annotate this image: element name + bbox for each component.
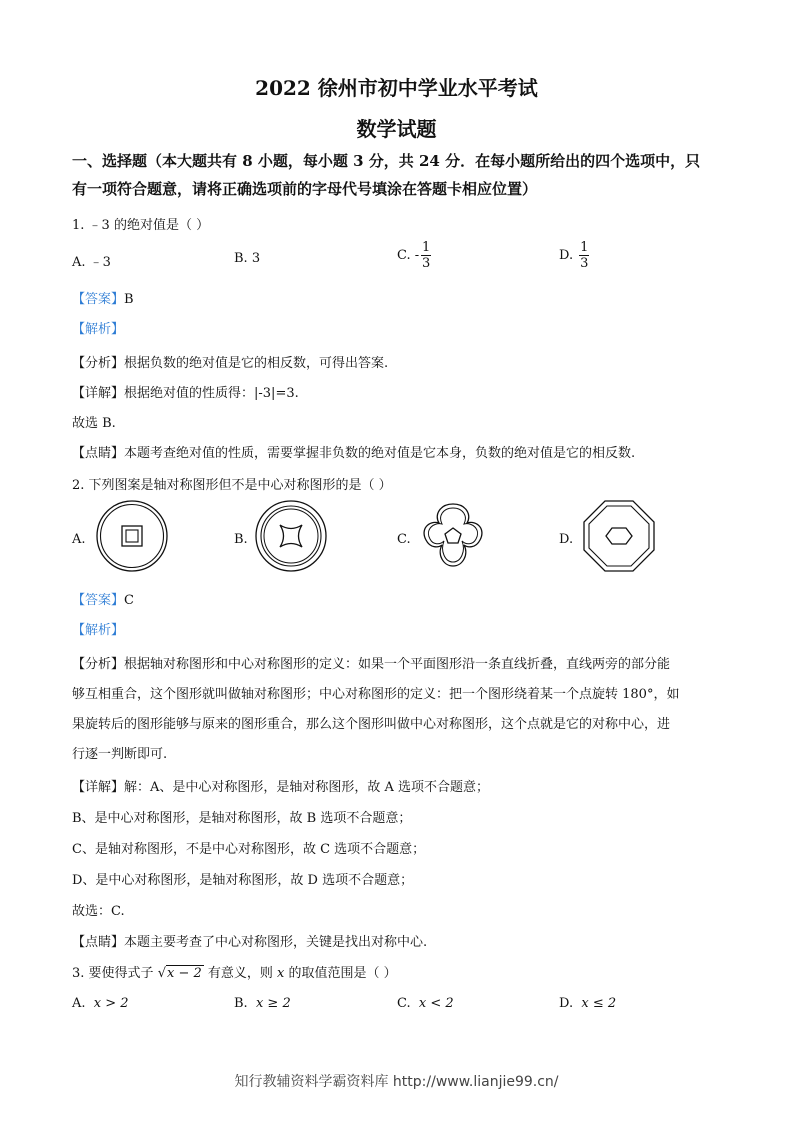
answer-tag: 【答案】 (72, 292, 125, 307)
section-heading-line1: 一、选择题（本大题共有 8 小题，每小题 3 分，共 24 分．在每小题所给出的四个选项中，只 (72, 152, 701, 170)
xiangjie-tag: 【详解】 (72, 386, 125, 401)
fraction-denominator: 3 (580, 256, 589, 271)
q1-option-a: A. ﹣3 (72, 255, 111, 270)
q3-stem-mid: 有意义，则 (207, 966, 273, 981)
q2-dianjing (72, 931, 427, 950)
q3-stem (72, 962, 397, 981)
sqrt-radicand: x − 2 (166, 966, 202, 981)
sqrt-expression: √x − 2 (157, 966, 202, 981)
xiangjie-text: 解：A、是中心对称图形，是轴对称图形，故 A 选项不合题意； (124, 780, 490, 795)
answer-tag: 【答案】 (72, 593, 125, 608)
q2-label-c: C. (397, 532, 411, 547)
q3-option-c (397, 996, 454, 1011)
q1-option-d-prefix: D. (559, 248, 574, 263)
q1-dianjing (72, 442, 635, 461)
dianjing-tag: 【点睛】 (72, 935, 125, 950)
option-expression: x ≤ 2 (581, 996, 617, 1011)
q3-stem-pre: 3. 要使得式子 (72, 966, 154, 981)
dianjing-text: 本题考查绝对值的性质，需要掌握非负数的绝对值是它本身，负数的绝对值是它的相反数. (124, 446, 636, 461)
q1-option-c-prefix: C. - (397, 248, 420, 263)
q1-conclusion: 故选 B. (72, 416, 116, 431)
q1-fenxi (72, 352, 388, 371)
q3-stem-post: 的取值范围是（ ） (288, 966, 397, 981)
answer-value: C (124, 593, 134, 608)
fenxi-text: 根据轴对称图形和中心对称图形的定义：如果一个平面图形沿一条直线折叠，直线两旁的部分能 (124, 657, 671, 672)
answer-value: B (124, 292, 134, 307)
q3-option-d (559, 996, 616, 1011)
q1-stem: 1. ﹣3 的绝对值是（ ） (72, 218, 210, 233)
xiangjie-tag: 【详解】 (72, 780, 125, 795)
fraction-denominator: 3 (422, 256, 431, 271)
analysis-tag: 【解析】 (72, 322, 125, 337)
q2-analysis-tag (72, 619, 124, 638)
q3-option-a (72, 996, 129, 1011)
q2-xiangjie-line1 (72, 776, 489, 795)
q1-option-c (397, 240, 431, 271)
q2-fenxi-line1 (72, 653, 670, 672)
q3-option-b (234, 996, 291, 1011)
q1-option-b: B. 3 (234, 251, 261, 266)
coin-figure-b (254, 499, 328, 573)
q2-stem: 2. 下列图案是轴对称图形但不是中心对称图形的是（ ） (72, 478, 392, 493)
q2-fenxi-line2: 够互相重合，这个图形就叫做轴对称图形；中心对称图形的定义：把一个图形绕着某一个点旋转 180°，如 (72, 687, 680, 702)
fraction-numerator: 1 (422, 240, 431, 255)
q2-fenxi-line4: 行逐一判断即可. (72, 747, 168, 762)
option-expression: x > 2 (93, 996, 129, 1011)
q1-option-d (559, 240, 589, 271)
section-heading-line2: 有一项符合题意，请将正确选项前的字母代号填涂在答题卡相应位置） (72, 180, 538, 198)
q1-option-d-fraction (579, 240, 589, 271)
q2-conclusion: 故选：C. (72, 904, 125, 919)
q2-label-a: A. (72, 532, 86, 547)
option-expression: x < 2 (418, 996, 454, 1011)
fraction-numerator: 1 (580, 240, 589, 255)
flower-figure-c (416, 499, 490, 573)
option-label: D. (559, 996, 574, 1011)
q2-label-b: B. (234, 532, 248, 547)
q2-xiangjie-line3: C、是轴对称图形，不是中心对称图形，故 C 选项不合题意； (72, 842, 426, 857)
q2-xiangjie-line4: D、是中心对称图形，是轴对称图形，故 D 选项不合题意； (72, 873, 414, 888)
q1-xiangjie (72, 382, 299, 401)
fenxi-text: 根据负数的绝对值是它的相反数，可得出答案. (124, 356, 389, 371)
option-label: A. (72, 996, 86, 1011)
option-expression: x ≥ 2 (255, 996, 291, 1011)
q2-answer (72, 589, 134, 608)
footer-watermark[interactable]: 知行教辅资料学霸资料库 http://www.lianjie99.cn/ (234, 1074, 559, 1090)
page-subtitle: 数学试题 (356, 117, 437, 141)
q3-variable: x (277, 966, 285, 981)
fenxi-tag: 【分析】 (72, 657, 125, 672)
q2-fenxi-line3: 果旋转后的图形能够与原来的图形重合，那么这个图形叫做中心对称图形，这个点就是它的对称中心，进 (72, 717, 671, 732)
coin-figure-a (95, 499, 169, 573)
q1-answer (72, 288, 134, 307)
q1-analysis-tag (72, 318, 124, 337)
analysis-tag: 【解析】 (72, 623, 125, 638)
page-title: 2022 徐州市初中学业水平考试 (255, 76, 538, 100)
octagon-figure-d (582, 499, 656, 573)
option-label: C. (397, 996, 411, 1011)
q1-option-c-fraction (421, 240, 431, 271)
q2-label-d: D. (559, 532, 574, 547)
q2-xiangjie-line2: B、是中心对称图形，是轴对称图形，故 B 选项不合题意； (72, 811, 412, 826)
option-label: B. (234, 996, 248, 1011)
xiangjie-text: 根据绝对值的性质得：|-3|=3. (124, 386, 299, 401)
dianjing-tag: 【点睛】 (72, 446, 125, 461)
fenxi-tag: 【分析】 (72, 356, 125, 371)
dianjing-text: 本题主要考查了中心对称图形，关键是找出对称中心. (124, 935, 428, 950)
